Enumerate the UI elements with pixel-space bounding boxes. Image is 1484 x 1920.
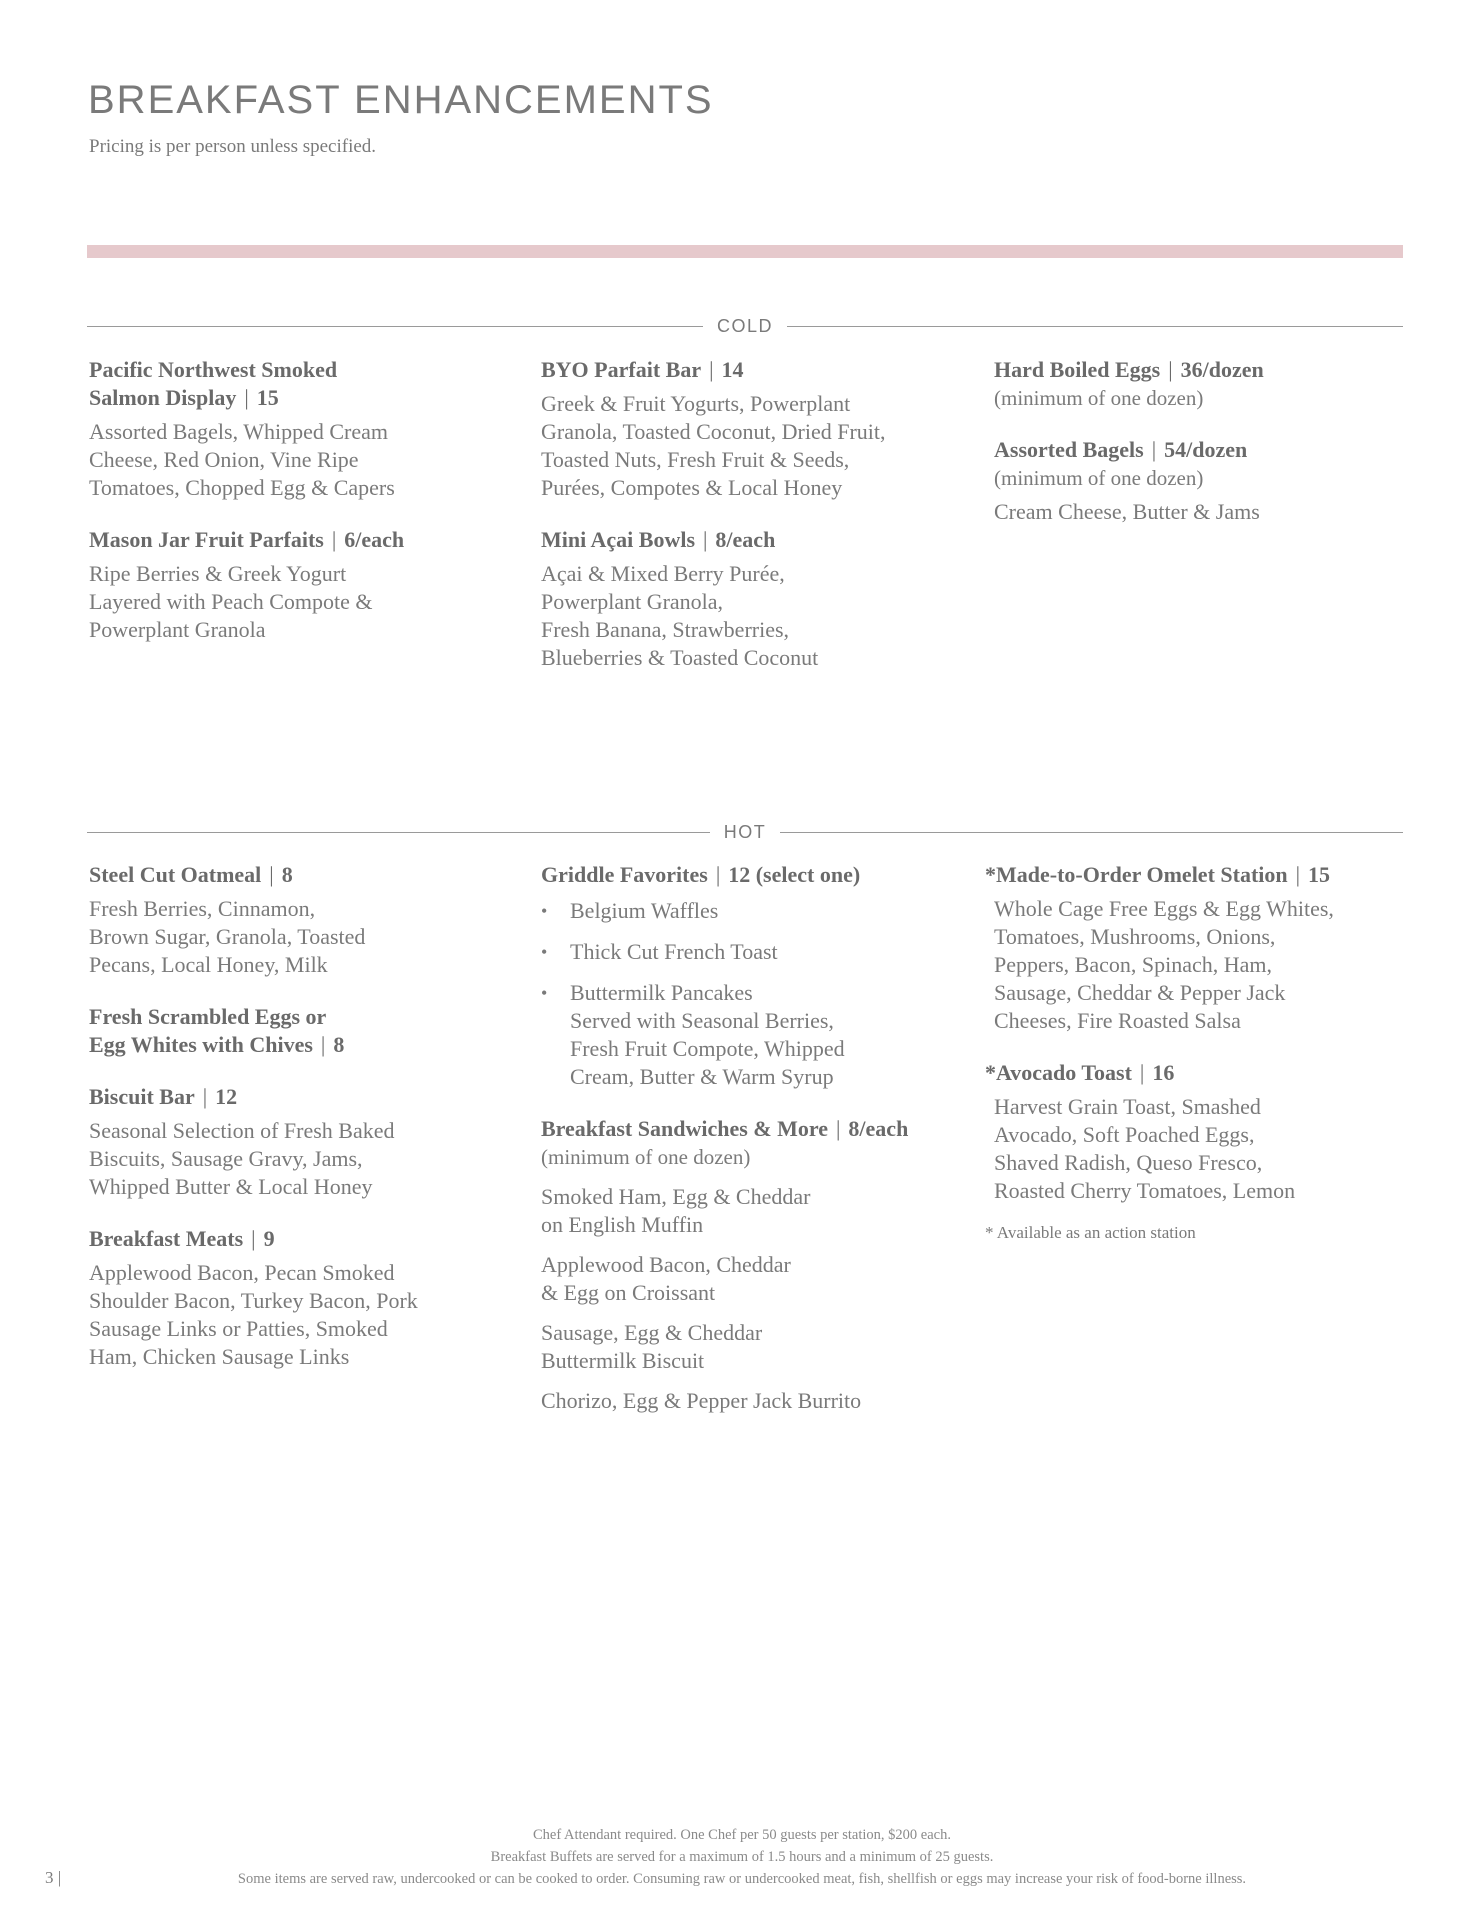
item-description: Seasonal Selection of Fresh Baked Biscuits, Sausage Gravy, Jams, Whipped Butter & Local Honey	[89, 1118, 395, 1199]
item-description: Fresh Berries, Cinnamon, Brown Sugar, Granola, Toasted Pecans, Local Honey, Milk	[89, 896, 366, 977]
item-title: Assorted Bagels	[994, 437, 1144, 462]
item-title: Fresh Scrambled Eggs or Egg Whites with Chives	[89, 1004, 327, 1057]
item-description: Ripe Berries & Greek Yogurt Layered with Peach Compote & Powerplant Granola	[89, 561, 373, 642]
item-price: 16	[1152, 1060, 1175, 1085]
item-description: Whole Cage Free Eggs & Egg Whites, Tomatoes, Mushrooms, Onions, Peppers, Bacon, Spinach, Ham, Sausage, Cheddar & Pepper Jack Cheeses, Fire Roasted Salsa	[994, 896, 1334, 1033]
item-price: 15	[256, 385, 279, 410]
menu-item: Pacific Northwest Smoked Salmon Display | 15 Assorted Bagels, Whipped Cream Cheese, Red Onion, Vine Ripe Tomatoes, Chopped Egg & Capers	[89, 356, 519, 502]
item-note: (minimum of one dozen)	[994, 386, 1204, 410]
menu-item: Mason Jar Fruit Parfaits | 6/each Ripe Berries & Greek Yogurt Layered with Peach Compote & Powerplant Granola	[89, 526, 519, 644]
list-item: Smoked Ham, Egg & Cheddar on English Muffin	[541, 1184, 811, 1237]
list-item: • Belgium Waffles	[541, 898, 719, 923]
list-item: Sausage, Egg & Cheddar Buttermilk Biscuit	[541, 1320, 763, 1373]
menu-item: Steel Cut Oatmeal | 8 Fresh Berries, Cinnamon, Brown Sugar, Granola, Toasted Pecans, Local Honey, Milk	[89, 861, 519, 979]
section-label-cold: COLD	[717, 315, 774, 336]
item-title: BYO Parfait Bar	[541, 357, 702, 382]
section-label-hot: HOT	[723, 821, 767, 842]
item-description: Assorted Bagels, Whipped Cream Cheese, Red Onion, Vine Ripe Tomatoes, Chopped Egg & Capers	[89, 419, 395, 500]
menu-item-sandwiches: Breakfast Sandwiches & More | 8/each (minimum of one dozen) Smoked Ham, Egg & Cheddar on English Muffin Applewood Bacon, Cheddar & Egg on Croissant Sausage, Egg & Cheddar Buttermilk Biscuit Chorizo, Egg & Pepper Jack Burrito	[541, 1115, 971, 1415]
menu-item: *Avocado Toast | 16 Harvest Grain Toast, Smashed Avocado, Soft Poached Eggs, Shaved Radish, Queso Fresco, Roasted Cherry Tomatoes, Lemon	[985, 1059, 1425, 1205]
item-price: 12 (select one)	[728, 862, 861, 887]
item-note: (minimum of one dozen)	[994, 466, 1204, 490]
item-title: *Avocado Toast	[985, 1060, 1132, 1085]
item-price: 9	[263, 1226, 275, 1251]
menu-item: Mini Açai Bowls | 8/each Açai & Mixed Berry Purée, Powerplant Granola, Fresh Banana, Strawberries, Blueberries & Toasted Coconut	[541, 526, 971, 672]
item-price: 8/each	[715, 527, 776, 552]
item-title: Pacific Northwest Smoked Salmon Display	[89, 357, 338, 410]
item-price: 14	[721, 357, 744, 382]
hot-column-1	[89, 861, 519, 1395]
menu-item: Breakfast Meats | 9 Applewood Bacon, Pecan Smoked Shoulder Bacon, Turkey Bacon, Pork Sausage Links or Patties, Smoked Ham, Chicken Sausage Links	[89, 1225, 519, 1371]
item-note: (minimum of one dozen)	[541, 1145, 751, 1169]
footer-line: Chef Attendant required. One Chef per 50 guests per station, $200 each.	[533, 1827, 951, 1843]
item-price: 36/dozen	[1180, 357, 1264, 382]
item-title: Mini Açai Bowls	[541, 527, 696, 552]
cold-column-3	[994, 356, 1424, 550]
hot-column-2	[541, 861, 971, 1439]
item-description: Applewood Bacon, Pecan Smoked Shoulder Bacon, Turkey Bacon, Pork Sausage Links or Patties, Smoked Ham, Chicken Sausage Links	[89, 1260, 418, 1369]
item-title: Steel Cut Oatmeal	[89, 862, 262, 887]
item-title: Breakfast Sandwiches & More	[541, 1116, 829, 1141]
list-item: • Thick Cut French Toast	[541, 939, 778, 964]
item-description: Cream Cheese, Butter & Jams	[994, 499, 1260, 524]
menu-item: Assorted Bagels | 54/dozen (minimum of one dozen) Cream Cheese, Butter & Jams	[994, 436, 1424, 526]
item-price: 8	[333, 1032, 345, 1057]
item-title: Griddle Favorites	[541, 862, 708, 887]
footer-line: Some items are served raw, undercooked or can be cooked to order. Consuming raw or undercooked meat, fish, shellfish or eggs may increase your risk of food-borne illness.	[237, 1871, 1247, 1887]
item-title: Mason Jar Fruit Parfaits	[89, 527, 324, 552]
item-price: 54/dozen	[1164, 437, 1248, 462]
griddle-options	[541, 897, 971, 1091]
item-description: Harvest Grain Toast, Smashed Avocado, Soft Poached Eggs, Shaved Radish, Queso Fresco, Roasted Cherry Tomatoes, Lemon	[994, 1094, 1296, 1203]
page-title: BREAKFAST ENHANCEMENTS	[88, 78, 714, 122]
item-price: 12	[215, 1084, 238, 1109]
menu-item: *Made-to-Order Omelet Station | 15 Whole Cage Free Eggs & Egg Whites, Tomatoes, Mushrooms, Onions, Peppers, Bacon, Spinach, Ham, Sausage, Cheddar & Pepper Jack Cheeses, Fire Roasted Salsa	[985, 861, 1425, 1035]
footer-line: Breakfast Buffets are served for a maximum of 1.5 hours and a minimum of 25 guests.	[490, 1849, 994, 1865]
section-divider-hot	[87, 820, 1403, 844]
hot-column-3	[985, 861, 1425, 1243]
item-description: Açai & Mixed Berry Purée, Powerplant Granola, Fresh Banana, Strawberries, Blueberries & Toasted Coconut	[541, 561, 819, 670]
menu-item: BYO Parfait Bar | 14 Greek & Fruit Yogurts, Powerplant Granola, Toasted Coconut, Dried Fruit, Toasted Nuts, Fresh Fruit & Seeds, Purées, Compotes & Local Honey	[541, 356, 971, 502]
section-divider-cold	[87, 314, 1403, 338]
menu-item: Hard Boiled Eggs | 36/dozen (minimum of one dozen)	[994, 356, 1424, 412]
menu-item: Fresh Scrambled Eggs or Egg Whites with Chives | 8	[89, 1004, 345, 1057]
item-title: Hard Boiled Eggs	[994, 357, 1161, 382]
item-price: 6/each	[344, 527, 405, 552]
item-description: Greek & Fruit Yogurts, Powerplant Granola, Toasted Coconut, Dried Fruit, Toasted Nuts, Fresh Fruit & Seeds, Purées, Compotes & Local Honey	[541, 391, 886, 500]
cold-column-1	[89, 356, 519, 668]
item-title: Breakfast Meats	[89, 1226, 244, 1251]
list-item: • Buttermilk Pancakes Served with Seasonal Berries, Fresh Fruit Compote, Whipped Cream, Butter & Warm Syrup	[541, 980, 845, 1089]
item-title: Biscuit Bar	[89, 1084, 195, 1109]
item-price: 8/each	[848, 1116, 909, 1141]
menu-item-griddle: Griddle Favorites | 12 (select one) • Belgium Waffles • Thick Cut French Toast • Buttermilk Pancakes Served with Seasonal Berries, Fresh Fruit Compote, Whipped Cream, Butter & Warm Syrup	[541, 861, 971, 1091]
footer	[0, 1824, 1484, 1890]
menu-item: Biscuit Bar | 12 Seasonal Selection of Fresh Baked Biscuits, Sausage Gravy, Jams, Whipped Butter & Local Honey	[89, 1083, 519, 1201]
cold-column-2	[541, 356, 971, 696]
item-title: *Made-to-Order Omelet Station	[985, 862, 1288, 887]
footnote: * Available as an action station	[985, 1223, 1196, 1242]
item-price: 8	[281, 862, 293, 887]
page-number: 3 |	[45, 1868, 62, 1887]
accent-bar	[87, 245, 1403, 258]
page-subtitle: Pricing is per person unless specified.	[89, 136, 377, 157]
item-price: 15	[1308, 862, 1331, 887]
list-item: Chorizo, Egg & Pepper Jack Burrito	[541, 1388, 862, 1413]
list-item: Applewood Bacon, Cheddar & Egg on Croissant	[541, 1252, 791, 1305]
